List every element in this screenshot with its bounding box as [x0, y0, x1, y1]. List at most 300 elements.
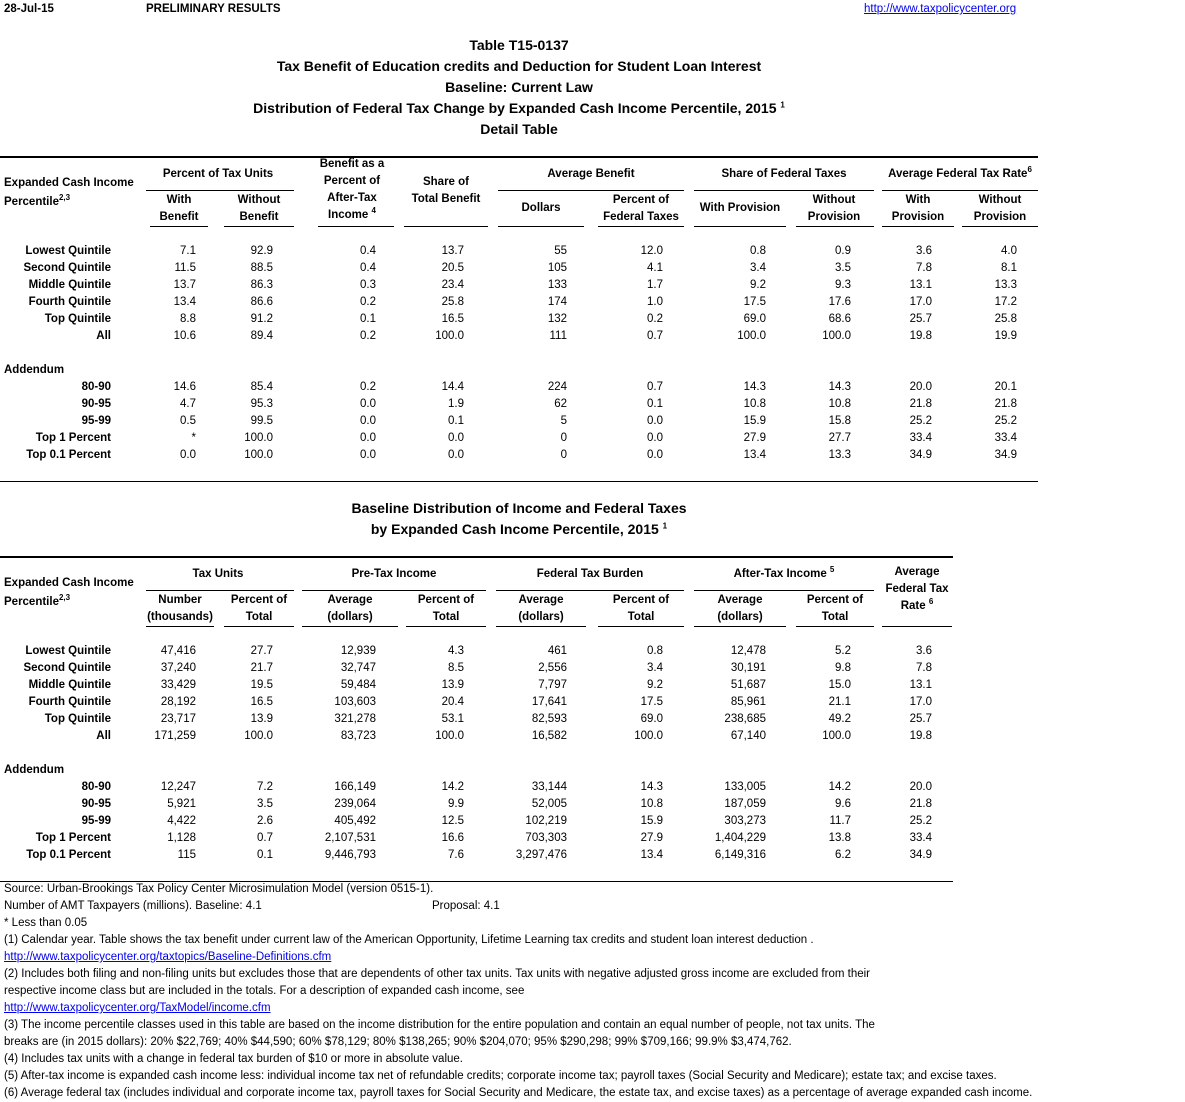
t2-cell: 85,961 — [730, 696, 766, 708]
t2-cell: 5,921 — [167, 798, 196, 810]
t2-cell: 7.6 — [448, 849, 464, 861]
t2-sub-pct-total: Percent of Total — [806, 594, 864, 623]
note-less-than: * Less than 0.05 — [4, 917, 88, 929]
t2-cell: 7.8 — [916, 662, 932, 674]
t2-cell: 20.0 — [909, 781, 932, 793]
t1-cell: 13.7 — [173, 279, 196, 291]
t1-cell: 8.8 — [180, 313, 196, 325]
t2-cell: 405,492 — [334, 815, 376, 827]
t2-group-fed-burden: Federal Tax Burden — [536, 568, 644, 580]
t2-cell: 13.8 — [828, 832, 851, 844]
t1-cell: 0.9 — [835, 245, 851, 257]
t1-cell: 133 — [547, 279, 567, 291]
t2-row-label: Top 1 Percent — [35, 832, 111, 844]
t1-cell: 25.8 — [441, 296, 464, 308]
note-4: (4) Includes tax units with a change in federal tax burden of $10 or more in absolute value. — [4, 1053, 463, 1065]
table-number: Table T15-0137 — [469, 37, 569, 53]
t1-sub-rule — [404, 226, 488, 227]
t1-row-label: Top Quintile — [44, 313, 111, 325]
t1-cell: 7.1 — [180, 245, 196, 257]
t2-cell: 187,059 — [724, 798, 766, 810]
t2-cell: 13.4 — [640, 849, 663, 861]
t2-cell: 17.5 — [640, 696, 663, 708]
t1-cell: 13.3 — [994, 279, 1017, 291]
t2-cell: 67,140 — [730, 730, 766, 742]
t2-cell: 37,240 — [160, 662, 196, 674]
note-3a: (3) The income percentile classes used in this table are based on the income distribution for the entire population and contain an equal number of people, not tax units. The — [4, 1019, 875, 1031]
t1-sub-rule — [224, 226, 294, 227]
t1-sub-rule — [694, 226, 786, 227]
t1-cell: 3.6 — [916, 245, 932, 257]
t1-cell: 34.9 — [909, 449, 932, 461]
t2-row-label: Second Quintile — [23, 662, 111, 674]
t1-cell: 88.5 — [250, 262, 273, 274]
t1-sub-pct-fed: Percent of Federal Taxes — [603, 194, 679, 223]
t2-cell: 1,128 — [167, 832, 196, 844]
t1-cell: 13.4 — [743, 449, 766, 461]
t1-cell: 0.1 — [647, 398, 663, 410]
t1-cell: 0.0 — [180, 449, 196, 461]
t1-cell: 0 — [560, 449, 567, 461]
t1-cell: 0.4 — [360, 262, 376, 274]
note-2b: respective income class but are included in the totals. For a description of expanded cash income, see — [4, 985, 525, 997]
t1-group-share-fed: Share of Federal Taxes — [721, 168, 847, 180]
t2-cell: 9.2 — [647, 679, 663, 691]
t1-cell: 34.9 — [994, 449, 1017, 461]
t1-cell: 11.5 — [174, 262, 196, 274]
t2-cell: 33,429 — [160, 679, 196, 691]
t1-cell: 0.0 — [647, 415, 663, 427]
t2-cell: 133,005 — [724, 781, 766, 793]
t2-cell: 17,641 — [531, 696, 567, 708]
t1-cell: 0.4 — [360, 245, 376, 257]
t2-cell: 6,149,316 — [714, 849, 766, 861]
t2-row-label: Middle Quintile — [28, 679, 111, 691]
t2-cell: 3.4 — [647, 662, 663, 674]
t1-cell: 85.4 — [250, 381, 273, 393]
t2-cell: 0.7 — [257, 832, 273, 844]
t2-cell: 102,219 — [525, 815, 567, 827]
t1-cell: 25.2 — [909, 415, 932, 427]
t1-cell: 0.2 — [360, 330, 376, 342]
t2-row-label: Lowest Quintile — [25, 645, 111, 657]
t1-cell: 55 — [554, 245, 567, 257]
t2-row-label: Fourth Quintile — [28, 696, 111, 708]
t1-cell: 3.4 — [750, 262, 766, 274]
t1-cell: 0.0 — [360, 449, 376, 461]
t1-sub-rule — [882, 226, 954, 227]
t2-cell: 59,484 — [340, 679, 376, 691]
t1-cell: 0.0 — [360, 415, 376, 427]
t1-cell: 13.3 — [828, 449, 851, 461]
t1-cell: 68.6 — [828, 313, 851, 325]
t1-cell: 33.4 — [909, 432, 932, 444]
t1-group-share-benefit: Share of Total Benefit — [411, 176, 481, 205]
t1-row-label: 80-90 — [81, 381, 111, 393]
t2-cell: 703,303 — [525, 832, 567, 844]
t1-cell: 0.0 — [360, 432, 376, 444]
t1-cell: 100.0 — [822, 330, 851, 342]
t1-cell: 14.3 — [743, 381, 766, 393]
t2-cell: 7,797 — [538, 679, 567, 691]
t1-cell: 14.6 — [173, 381, 196, 393]
t1-group-avg-rate: Average Federal Tax Rate$^6$ — [888, 165, 1032, 180]
t2-group-rule — [146, 590, 294, 591]
baseline-title: Baseline Distribution of Income and Federal Taxes — [351, 500, 687, 516]
t1-cell: 0.0 — [448, 449, 464, 461]
t1-cell: 17.5 — [743, 296, 766, 308]
t2-row-label: 90-95 — [81, 798, 111, 810]
t1-row-label: Lowest Quintile — [25, 245, 111, 257]
t2-cell: 1,404,229 — [714, 832, 766, 844]
t2-cell: 8.5 — [448, 662, 464, 674]
t1-cell: 16.5 — [441, 313, 464, 325]
t1-cell: 100.0 — [435, 330, 464, 342]
t1-row-label: All — [96, 330, 111, 342]
t2-sub-pct-total: Percent of Total — [612, 594, 670, 623]
t1-group-avg-benefit: Average Benefit — [547, 168, 635, 180]
t2-sub-average: Average (dollars) — [717, 594, 763, 623]
t2-cell: 2,556 — [538, 662, 567, 674]
t1-cell: 23.4 — [441, 279, 464, 291]
t1-row-label: Fourth Quintile — [28, 296, 111, 308]
t2-cell: 321,278 — [334, 713, 376, 725]
t1-cell: 0.7 — [647, 330, 663, 342]
t2-sub-rule — [882, 626, 952, 627]
t2-sub-rule — [496, 626, 586, 627]
t1-cell: 0.8 — [750, 245, 766, 257]
t1-cell: 25.8 — [994, 313, 1017, 325]
t1-row-label: Top 0.1 Percent — [26, 449, 111, 461]
t1-cell: 10.6 — [173, 330, 196, 342]
note-1: (1) Calendar year. Table shows the tax benefit under current law of the American Opportunity, Lifetime Learning tax credits and student loan interest deduction . — [4, 934, 814, 946]
t1-sub-rule — [498, 226, 584, 227]
t1-cell: 1.9 — [448, 398, 464, 410]
t2-cell: 15.0 — [828, 679, 851, 691]
note-3b: breaks are (in 2015 dollars): 20% $22,769; 40% $44,590; 60% $78,129; 80% $138,265; 90% $204,070; 95% $290,298; 99% $709,166; 99.9% $3,474,762. — [4, 1036, 792, 1048]
report-date: 28-Jul-15 — [4, 3, 54, 15]
t2-row-label: Top 0.1 Percent — [26, 849, 111, 861]
t1-cell: 9.2 — [750, 279, 766, 291]
t2-sub-rule — [224, 626, 294, 627]
t2-sub-average: Average (dollars) — [518, 594, 564, 623]
table1-bottom-rule — [0, 481, 1038, 482]
t1-sub-with-benefit: With Benefit — [159, 194, 199, 223]
site-link[interactable]: http://www.taxpolicycenter.org — [864, 3, 1017, 15]
t2-cell: 28,192 — [160, 696, 196, 708]
t1-cell: 224 — [547, 381, 567, 393]
t1-cell: * — [191, 432, 196, 444]
t1-addendum-label: Addendum — [4, 364, 65, 376]
t2-cell: 238,685 — [724, 713, 766, 725]
table2-top-rule — [0, 556, 953, 558]
t1-cell: 89.4 — [250, 330, 273, 342]
t1-sub-rule — [150, 226, 208, 227]
t1-cell: 4.1 — [647, 262, 663, 274]
t1-cell: 0.0 — [360, 398, 376, 410]
t2-group-avg-rate: Average Federal Tax Rate $^6$ — [885, 566, 949, 612]
t1-cell: 0.2 — [647, 313, 663, 325]
note-5: (5) After-tax income is expanded cash income less: individual income tax net of refundable credits; corporate income tax; payroll taxes (Social Security and Medicare); estate tax; and excise taxes. — [4, 1070, 997, 1082]
t2-cell: 9.8 — [835, 662, 851, 674]
t2-cell: 12,247 — [160, 781, 196, 793]
t2-sub-rule — [598, 626, 684, 627]
t1-row-label: 95-99 — [81, 415, 111, 427]
table-baseline: Baseline: Current Law — [445, 79, 593, 95]
t1-cell: 86.6 — [250, 296, 273, 308]
t1-cell: 1.7 — [647, 279, 663, 291]
t1-cell: 13.4 — [173, 296, 196, 308]
note-amt-proposal: Proposal: 4.1 — [432, 900, 500, 912]
t2-cell: 33.4 — [909, 832, 932, 844]
note-2-link[interactable]: http://www.taxpolicycenter.org/TaxModel/income.cfm — [4, 1002, 271, 1014]
t2-cell: 49.2 — [828, 713, 851, 725]
t2-cell: 52,005 — [531, 798, 567, 810]
t1-cell: 17.6 — [828, 296, 851, 308]
t1-cell: 0.7 — [647, 381, 663, 393]
t2-cell: 5.2 — [835, 645, 851, 657]
t1-row-label: Top 1 Percent — [35, 432, 111, 444]
t2-cell: 69.0 — [640, 713, 663, 725]
t2-cell: 16.5 — [250, 696, 273, 708]
t1-cell: 111 — [549, 330, 567, 342]
t2-cell: 3.5 — [257, 798, 273, 810]
t1-cell: 0.3 — [360, 279, 376, 291]
t1-cell: 0.0 — [647, 432, 663, 444]
t2-cell: 51,687 — [730, 679, 766, 691]
t2-cell: 100.0 — [822, 730, 851, 742]
t2-sub-rule — [146, 626, 214, 627]
note-amt: Number of AMT Taxpayers (millions). Baseline: 4.1 — [4, 900, 262, 912]
table-title: Tax Benefit of Education credits and Deduction for Student Loan Interest — [276, 58, 762, 74]
t2-cell: 33,144 — [531, 781, 567, 793]
table1-top-rule — [0, 156, 1038, 158]
t2-sub-number: Number (thousands) — [147, 594, 213, 623]
table2-bottom-rule — [0, 881, 953, 882]
t1-cell: 92.9 — [250, 245, 273, 257]
t1-cell: 19.8 — [909, 330, 932, 342]
t1-group-benefit-pct: Benefit as a Percent of After-Tax Income $^4$ — [319, 158, 385, 221]
t2-cell: 11.7 — [829, 815, 851, 827]
t1-cell: 20.0 — [909, 381, 932, 393]
t1-cell: 15.8 — [828, 415, 851, 427]
note-source: Source: Urban-Brookings Tax Policy Center Microsimulation Model (version 0515-1). — [4, 883, 434, 895]
t1-cell: 0.0 — [647, 449, 663, 461]
t2-sub-pct-total: Percent of Total — [417, 594, 475, 623]
t2-cell: 21.7 — [250, 662, 273, 674]
t1-sub-rule — [796, 226, 874, 227]
table-subtitle: Distribution of Federal Tax Change by Expanded Cash Income Percentile, 2015 $^1$ — [253, 100, 785, 116]
t1-row-label: 90-95 — [81, 398, 111, 410]
t1-group-rule — [882, 190, 1038, 191]
t2-cell: 23,717 — [160, 713, 196, 725]
t2-cell: 171,259 — [154, 730, 196, 742]
t1-sub-rule — [598, 226, 684, 227]
t2-cell: 115 — [177, 849, 196, 861]
t1-sub-with-prov2: With Provision — [891, 194, 945, 223]
t2-sub-average: Average (dollars) — [327, 594, 373, 623]
t2-row-label: All — [96, 730, 111, 742]
t2-cell: 166,149 — [334, 781, 376, 793]
t2-cell: 12,478 — [730, 645, 766, 657]
t2-cell: 100.0 — [634, 730, 663, 742]
t1-cell: 33.4 — [994, 432, 1017, 444]
t1-cell: 0.1 — [360, 313, 376, 325]
t1-cell: 0 — [560, 432, 567, 444]
t2-cell: 13.9 — [441, 679, 464, 691]
status-label: PRELIMINARY RESULTS — [146, 3, 281, 15]
t2-cell: 13.1 — [909, 679, 932, 691]
t2-cell: 9,446,793 — [324, 849, 376, 861]
t2-cell: 16.6 — [441, 832, 464, 844]
t1-cell: 10.8 — [828, 398, 851, 410]
t1-sub-without-benefit: Without Benefit — [237, 194, 281, 223]
t2-group-rule — [694, 590, 874, 591]
t2-cell: 303,273 — [724, 815, 766, 827]
t1-cell: 86.3 — [250, 279, 273, 291]
t1-cell: 17.0 — [909, 296, 932, 308]
t1-group-rule — [146, 190, 294, 191]
t2-group-rule — [302, 590, 486, 591]
t2-cell: 17.0 — [909, 696, 932, 708]
t2-group-pretax: Pre-Tax Income — [351, 568, 437, 580]
note-1-link[interactable]: http://www.taxpolicycenter.org/taxtopics/Baseline-Definitions.cfm — [4, 951, 332, 963]
t2-sub-rule — [694, 626, 786, 627]
t2-sub-rule — [406, 626, 486, 627]
table1-rowhead: Expanded Cash Income Percentile$^{2,3}$ — [4, 177, 134, 208]
t2-cell: 21.8 — [909, 798, 932, 810]
t2-cell: 82,593 — [531, 713, 567, 725]
t1-cell: 7.8 — [916, 262, 932, 274]
t2-cell: 4,422 — [167, 815, 196, 827]
t2-cell: 47,416 — [160, 645, 196, 657]
t2-row-label: Top Quintile — [44, 713, 111, 725]
t1-cell: 9.3 — [835, 279, 851, 291]
t1-cell: 99.5 — [250, 415, 273, 427]
t2-cell: 21.1 — [828, 696, 851, 708]
t1-cell: 100.0 — [737, 330, 766, 342]
t2-cell: 13.9 — [250, 713, 273, 725]
t2-cell: 100.0 — [244, 730, 273, 742]
t2-cell: 27.7 — [250, 645, 273, 657]
t1-cell: 14.4 — [441, 381, 464, 393]
t1-cell: 1.0 — [647, 296, 663, 308]
t1-group-pct-units: Percent of Tax Units — [162, 168, 274, 180]
t2-cell: 15.9 — [640, 815, 663, 827]
t2-cell: 14.2 — [441, 781, 464, 793]
t2-cell: 2.6 — [257, 815, 273, 827]
t1-cell: 12.0 — [640, 245, 663, 257]
t2-group-rule — [496, 590, 684, 591]
t2-sub-rule — [302, 626, 398, 627]
t1-cell: 4.0 — [1001, 245, 1017, 257]
t2-sub-rule — [796, 626, 874, 627]
t2-cell: 12,939 — [340, 645, 376, 657]
t2-cell: 103,603 — [334, 696, 376, 708]
t2-cell: 19.8 — [909, 730, 932, 742]
t2-cell: 7.2 — [257, 781, 273, 793]
t1-cell: 13.7 — [441, 245, 464, 257]
t1-sub-rule — [318, 226, 394, 227]
t1-cell: 8.1 — [1001, 262, 1017, 274]
t1-group-rule — [498, 190, 684, 191]
t1-row-label: Middle Quintile — [28, 279, 111, 291]
t1-cell: 21.8 — [909, 398, 932, 410]
t2-cell: 27.9 — [640, 832, 663, 844]
t2-row-label: 80-90 — [81, 781, 111, 793]
t1-sub-with-prov: With Provision — [699, 202, 781, 214]
t1-cell: 174 — [547, 296, 567, 308]
t2-cell: 239,064 — [334, 798, 376, 810]
t2-group-aftertax: After-Tax Income $^5$ — [733, 565, 835, 580]
t2-cell: 2,107,531 — [324, 832, 376, 844]
t1-cell: 25.2 — [994, 415, 1017, 427]
note-2a: (2) Includes both filing and non-filing units but excludes those that are dependents of other tax units. Tax units with negative adjusted gross income are excluded from their — [4, 968, 870, 980]
t1-cell: 5 — [560, 415, 567, 427]
t1-cell: 0.2 — [360, 296, 376, 308]
t1-cell: 91.2 — [250, 313, 273, 325]
t1-cell: 15.9 — [743, 415, 766, 427]
t2-sub-pct-total: Percent of Total — [230, 594, 288, 623]
t1-cell: 27.9 — [743, 432, 766, 444]
t1-cell: 62 — [554, 398, 567, 410]
t1-cell: 100.0 — [244, 449, 273, 461]
t1-cell: 0.5 — [180, 415, 196, 427]
t1-sub-without-prov2: Without Provision — [973, 194, 1027, 223]
t1-sub-dollars: Dollars — [521, 202, 561, 214]
t2-cell: 20.4 — [441, 696, 464, 708]
note-6: (6) Average federal tax (includes individual and corporate income tax, payroll taxes for Social Security and Medicare, the estate tax, and excise taxes) as a percentage of average expanded cash income. — [4, 1087, 1033, 1099]
t2-cell: 19.5 — [250, 679, 273, 691]
t1-cell: 20.1 — [994, 381, 1017, 393]
t1-cell: 132 — [547, 313, 567, 325]
table-detail: Detail Table — [480, 121, 558, 137]
t1-sub-without-prov: Without Provision — [807, 194, 861, 223]
baseline-subtitle: by Expanded Cash Income Percentile, 2015 $^1$ — [370, 521, 668, 537]
t1-cell: 4.7 — [180, 398, 196, 410]
t1-cell: 100.0 — [244, 432, 273, 444]
t2-cell: 34.9 — [909, 849, 932, 861]
t1-cell: 0.1 — [448, 415, 464, 427]
t2-cell: 10.8 — [640, 798, 663, 810]
t2-cell: 9.6 — [835, 798, 851, 810]
t2-cell: 14.3 — [640, 781, 663, 793]
t1-sub-rule — [962, 226, 1038, 227]
t1-cell: 14.3 — [828, 381, 851, 393]
t2-cell: 3.6 — [916, 645, 932, 657]
t2-cell: 0.8 — [647, 645, 663, 657]
t2-row-label: 95-99 — [81, 815, 111, 827]
t2-cell: 25.2 — [909, 815, 932, 827]
t2-cell: 4.3 — [448, 645, 464, 657]
t1-cell: 95.3 — [250, 398, 273, 410]
t1-cell: 13.1 — [909, 279, 932, 291]
t1-cell: 0.2 — [360, 381, 376, 393]
t2-cell: 12.5 — [441, 815, 464, 827]
t1-cell: 105 — [547, 262, 567, 274]
t2-cell: 100.0 — [435, 730, 464, 742]
t1-cell: 25.7 — [909, 313, 932, 325]
t1-group-rule — [694, 190, 874, 191]
t1-cell: 69.0 — [743, 313, 766, 325]
t1-row-label: Second Quintile — [23, 262, 111, 274]
t2-cell: 30,191 — [730, 662, 766, 674]
t1-cell: 27.7 — [828, 432, 851, 444]
t2-cell: 53.1 — [441, 713, 464, 725]
t1-cell: 19.9 — [994, 330, 1017, 342]
t2-cell: 14.2 — [828, 781, 851, 793]
t1-cell: 17.2 — [994, 296, 1017, 308]
